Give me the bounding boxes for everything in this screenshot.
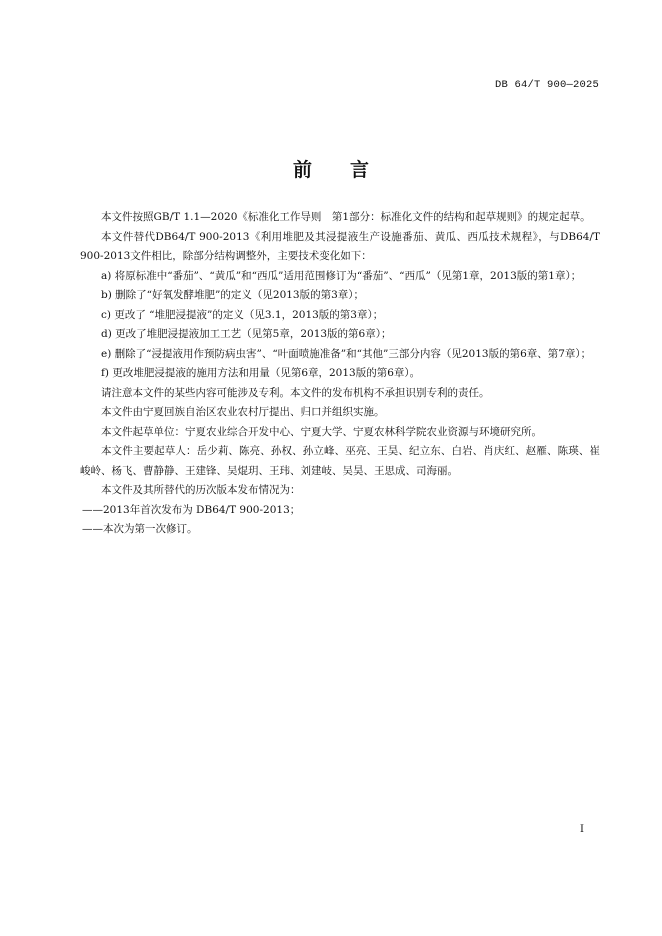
foreword-body xyxy=(80,208,600,540)
paragraph-proposer: 本文件由宁夏回族自治区农业农村厅提出、归口并组织实施。 xyxy=(101,406,385,418)
paragraph-drafting-basis: 本文件按照GB/T 1.1—2020《标准化工作导则 第1部分：标准化文件的结构和起草规则》的规定起草。 xyxy=(101,211,591,223)
paragraph-replacement: 本文件替代DB64/T 900-2013《利用堆肥及其浸提液生产设施番茄、黄瓜、西瓜技术规程》，与DB64/T 900-2013文件相比，除部分结构调整外，主要技术变化如下： xyxy=(80,230,600,262)
change-item-d: d) 更改了堆肥浸提液加工工艺（见第5章，2013版的第6章）； xyxy=(101,328,392,340)
change-item-b: b) 删除了“好氧发酵堆肥”的定义（见2013版的第3章）； xyxy=(101,289,365,301)
change-item-a: a) 将原标准中“番茄”、“黄瓜”和“西瓜”适用范围修订为“番茄”、“西瓜”（见第1章，2013版的第1章）； xyxy=(101,269,582,282)
page-number: I xyxy=(580,824,584,835)
paragraph-drafters: 本文件主要起草人：岳少莉、陈亮、孙权、孙立峰、巫亮、王昊、纪立东、白岩、肖庆红、赵雁、陈瑛、崔峻岭、杨飞、曹静静、王建锋、吴焜玥、王玮、刘建岐、吴昊、王思成、司海丽。 xyxy=(80,445,600,477)
paragraph-version-history: 本文件及其所替代的历次版本发布情况为： xyxy=(101,484,301,496)
version-history-item-2013: ——2013年首次发布为 DB64/T 900-2013； xyxy=(82,503,301,516)
standard-code: DB 64/T 900—2025 xyxy=(494,79,599,91)
version-history-item-current: ——本次为第一次修订。 xyxy=(82,523,198,535)
change-item-e: e) 删除了“浸提液用作预防病虫害”、“叶面喷施准备”和“其他”三部分内容（见2013版的第6章、第7章）； xyxy=(101,347,592,360)
change-item-f: f) 更改堆肥浸提液的施用方法和用量（见第6章，2013版的第6章）。 xyxy=(101,367,421,379)
change-item-c: c) 更改了 “堆肥浸提液”的定义（见3.1，2013版的第3章）； xyxy=(101,308,384,321)
page-title: 前 言 xyxy=(292,159,369,181)
paragraph-patent-notice: 请注意本文件的某些内容可能涉及专利。本文件的发布机构不承担识别专利的责任。 xyxy=(101,386,490,399)
paragraph-drafting-units: 本文件起草单位：宁夏农业综合开发中心、宁夏大学、宁夏农林科学院农业资源与环境研究所。 xyxy=(101,425,542,438)
